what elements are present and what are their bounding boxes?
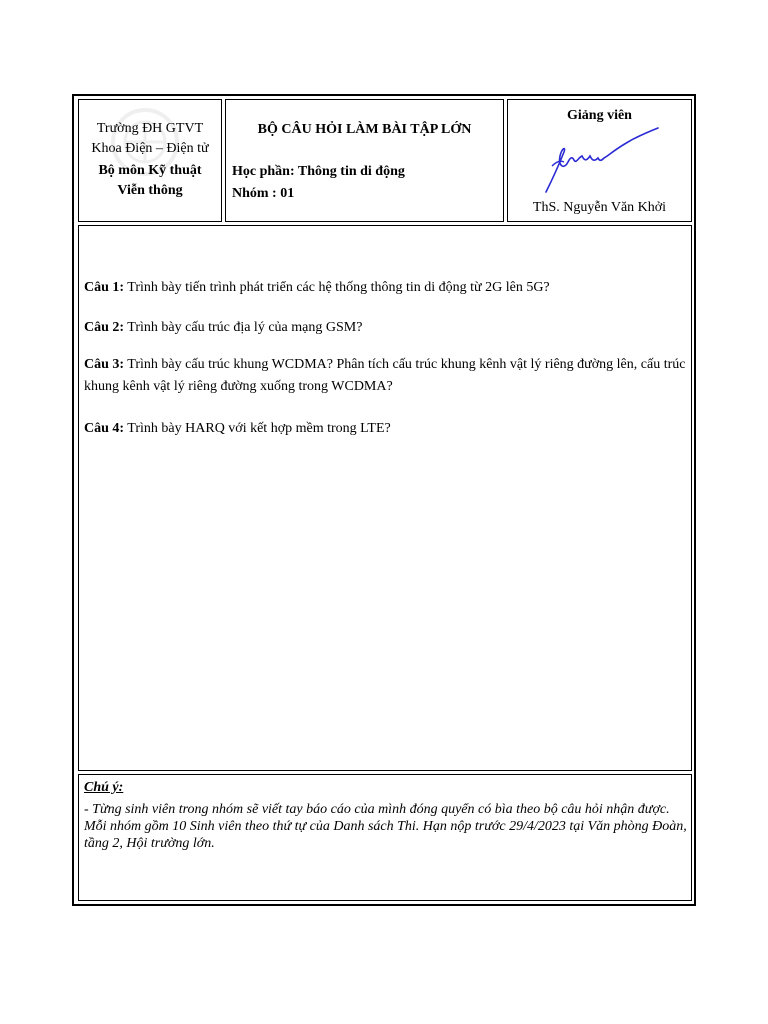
course-label: Học phần: Thông tin di động — [232, 164, 405, 179]
department-name-line2: Viễn thông — [117, 183, 183, 198]
lecturer-label: Giảng viên — [567, 108, 632, 123]
title-cell — [225, 99, 504, 222]
question-4-label: Câu 4: — [84, 421, 125, 436]
question-2 — [84, 317, 689, 339]
question-2-text: Trình bày cấu trúc địa lý của mạng GSM? — [124, 320, 363, 335]
group-label: Nhóm : 01 — [232, 186, 295, 201]
school-cell — [78, 99, 222, 222]
note-text: - Từng sinh viên trong nhóm sẽ viết tay báo cáo của mình đóng quyển có bìa theo bộ câu hỏi nhận được. Mỗi nhóm gồm 10 Sinh viên theo thứ tự của Danh sách Thi. Hạn nộp trước 29/4/2023 tại Văn phòng Đoàn, tầng 2, Hội trường lớn. — [84, 802, 687, 851]
faculty-name: Khoa Điện – Điện tử — [91, 141, 209, 156]
questions-cell — [78, 225, 692, 771]
note-title: Chú ý: — [84, 780, 124, 795]
question-3-text: Trình bày cấu trúc khung WCDMA? Phân tích cấu trúc khung kênh vật lý riêng đường lên, cấu trúc khung kênh vật lý riêng đường xuống trong WCDMA? — [84, 357, 686, 394]
question-1-text: Trình bày tiến trình phát triển các hệ thống thông tin di động từ 2G lên 5G? — [124, 280, 550, 295]
document-title: BỘ CÂU HỎI LÀM BÀI TẬP LỚN — [257, 122, 472, 137]
lecturer-name: ThS. Nguyễn Văn Khởi — [532, 200, 667, 215]
question-1-label: Câu 1: — [84, 280, 125, 295]
question-1 — [84, 277, 689, 299]
question-4-text: Trình bày HARQ với kết hợp mềm trong LTE? — [124, 421, 391, 436]
note-cell — [78, 774, 692, 901]
school-name: Trường ĐH GTVT — [96, 121, 204, 136]
question-4 — [84, 418, 689, 440]
question-3 — [84, 354, 689, 398]
lecturer-cell — [507, 99, 692, 222]
question-2-label: Câu 2: — [84, 320, 125, 335]
department-name-line1: Bộ môn Kỹ thuật — [98, 163, 202, 178]
signature-icon — [538, 126, 668, 198]
question-3-label: Câu 3: — [84, 357, 125, 372]
document-frame — [72, 94, 696, 906]
